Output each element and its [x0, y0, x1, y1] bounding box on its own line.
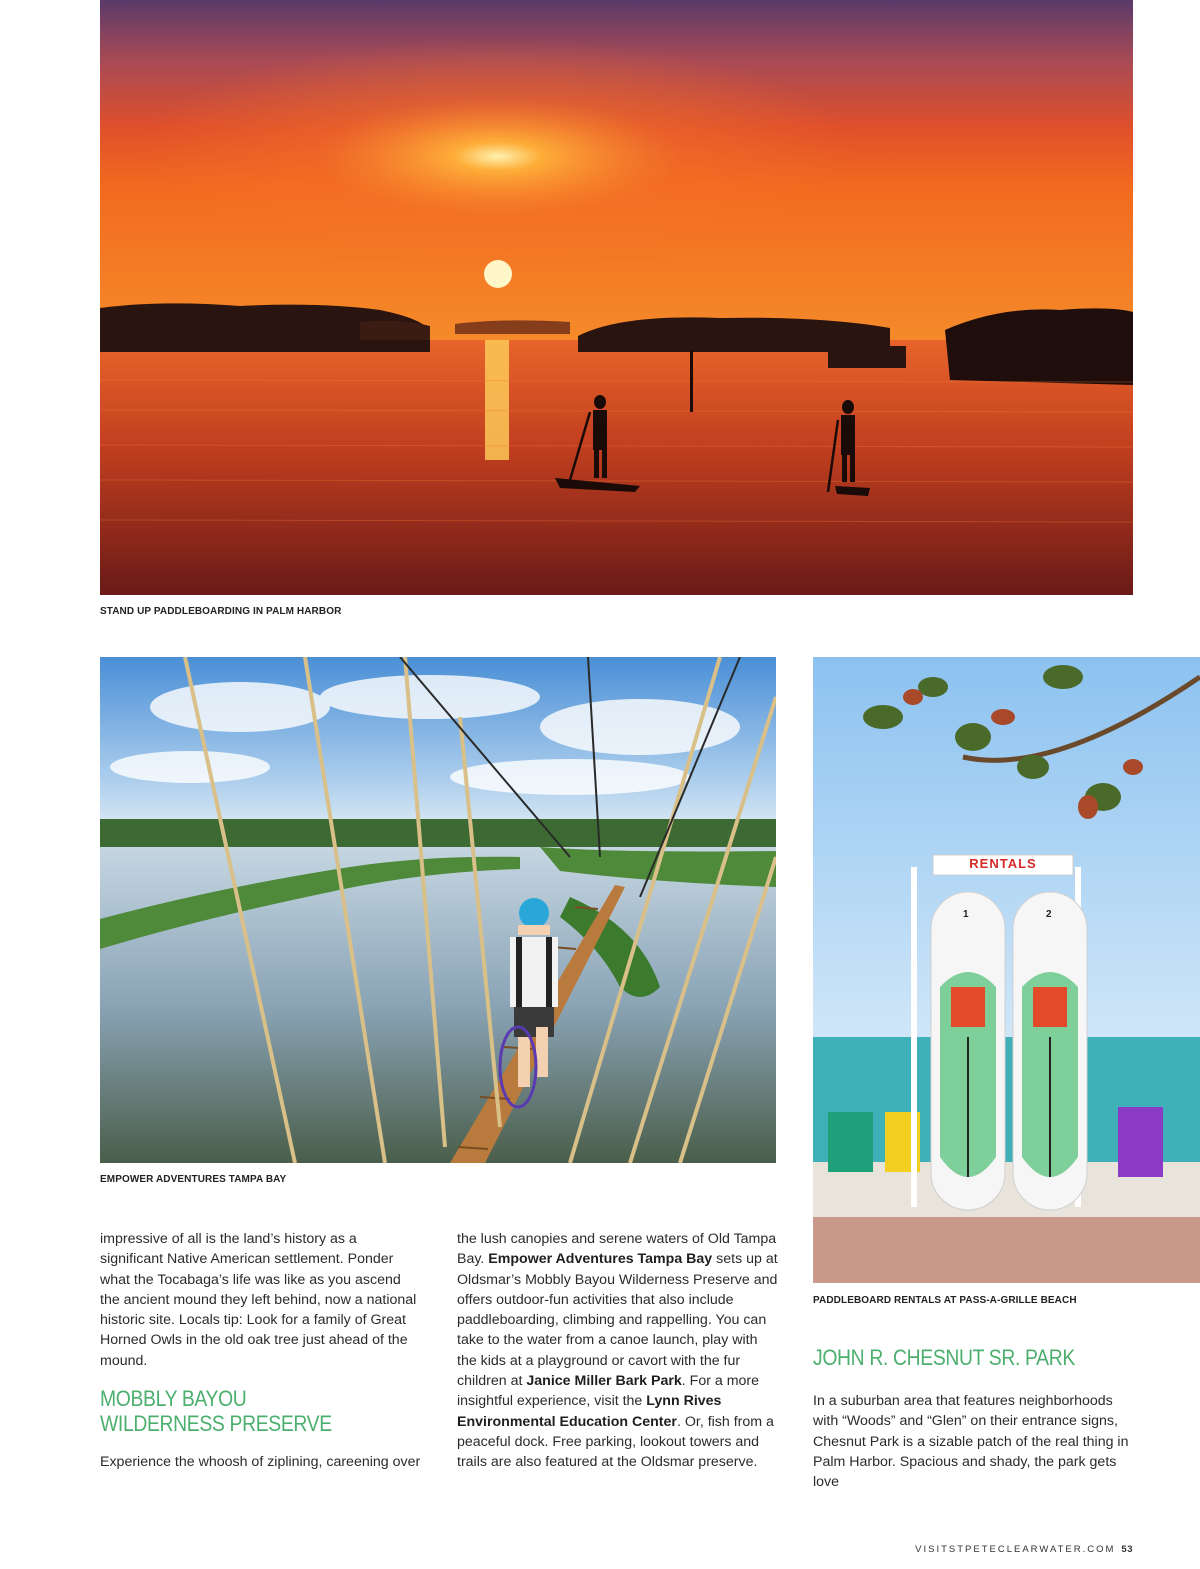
board-number-2: 2	[1046, 909, 1052, 920]
photo-paddleboard-rentals	[813, 657, 1200, 1283]
bold-empower-adventures: Empower Adventures Tampa Bay	[488, 1251, 713, 1268]
text-run: . Or, fish from a peaceful dock. Free parking, lookout towers and trails are also featured at the Oldsmar preserve.	[457, 1413, 774, 1471]
column-3	[813, 1391, 1135, 1492]
page-footer	[915, 1544, 1133, 1555]
text-run: sets up at Oldsmar’s Mobbly Bayou Wilderness Preserve and offers outdoor-fun activities that also include paddleboarding, climbing and rappelling. You can take to the water from a canoe launch, play with the kids at a playground or cavort with the fur children at	[457, 1251, 778, 1390]
caption-middle-photo: EMPOWER ADVENTURES TAMPA BAY	[100, 1174, 287, 1185]
column-1	[100, 1229, 422, 1371]
photo-sunset-paddleboarding	[100, 0, 1133, 595]
column-2-paragraph	[457, 1229, 779, 1473]
column-2	[457, 1229, 779, 1473]
column-1-paragraph: impressive of all is the land’s history as a significant Native American settlement. Ponder what the Tocabaga’s life was like as you ascend the ancient mound they left behind, now a national historic site. Locals tip: Look for a family of Great Horned Owls in the old oak tree just ahead of the mound.	[100, 1231, 417, 1369]
bold-lynn-rives-center: Lynn Rives Environmental Education Center	[457, 1393, 722, 1430]
page-number: 53	[1121, 1544, 1133, 1555]
board-number-1: 1	[963, 909, 969, 920]
column-3-paragraph: In a suburban area that features neighborhoods with “Woods” and “Glen” on their entrance signs, Chesnut Park is a sizable patch of the real thing in Palm Harbor. Spacious and shady, the park gets love	[813, 1393, 1129, 1491]
rentals-sign: RENTALS	[969, 856, 1037, 871]
mobbly-intro-text: Experience the whoosh of ziplining, careening over	[100, 1454, 421, 1470]
column-1-paragraph-2	[100, 1452, 422, 1472]
text-run: the lush canopies and serene waters of Old Tampa Bay.	[457, 1231, 777, 1268]
heading-mobbly-bayou: MOBBLY BAYOU WILDERNESS PRESERVE	[100, 1386, 332, 1436]
photo-rope-bridge	[100, 657, 776, 1163]
caption-right-photo: PADDLEBOARD RENTALS AT PASS-A-GRILLE BEACH	[813, 1295, 1077, 1306]
caption-top-photo: STAND UP PADDLEBOARDING IN PALM HARBOR	[100, 606, 342, 617]
text-run: . For a more insightful experience, visit the	[457, 1373, 760, 1410]
footer-site: VISITSTPETECLEARWATER.COM	[915, 1544, 1116, 1555]
heading-chesnut-park: JOHN R. CHESNUT SR. PARK	[813, 1345, 1075, 1370]
bold-janice-miller-bark-park: Janice Miller Bark Park	[526, 1373, 682, 1390]
